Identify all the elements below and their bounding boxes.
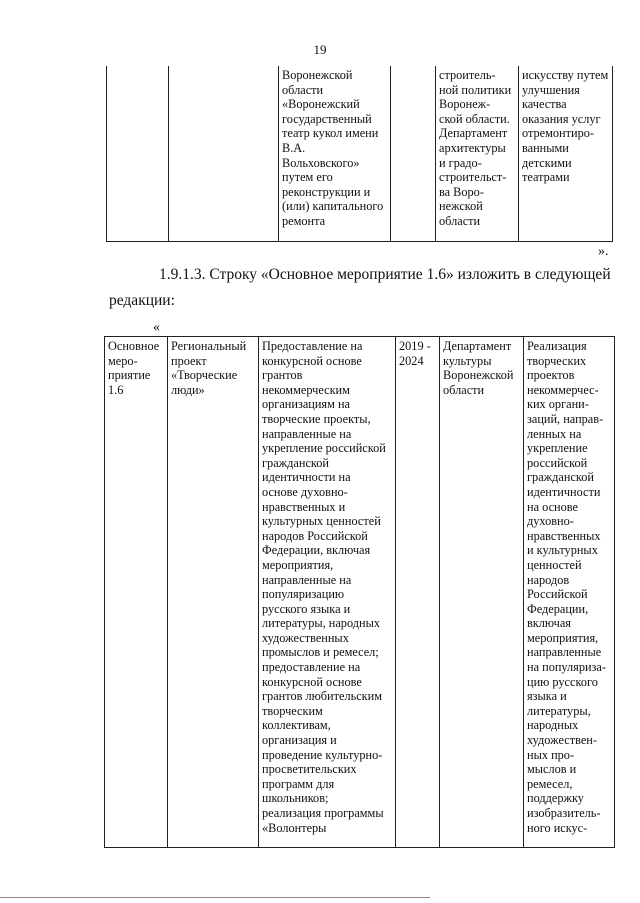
page-number: 19 bbox=[313, 42, 327, 57]
table-cell bbox=[107, 66, 169, 242]
opening-quote: « bbox=[153, 320, 160, 335]
program-table-continued bbox=[106, 66, 613, 242]
table-cell: Департамент культуры Воронежской области bbox=[440, 337, 524, 848]
table-cell: 2019 - 2024 bbox=[396, 337, 440, 848]
closing-quote: ». bbox=[598, 244, 609, 259]
table-cell: Региональный проект «Творческие люди» bbox=[168, 337, 259, 848]
table-row bbox=[107, 66, 613, 242]
table-cell: Воронежской области «Воронежский государственный театр кукол имени В.А. Вольховского» путем его реконструкции и (или) капитального ремонта bbox=[279, 66, 391, 242]
bottom-divider bbox=[0, 897, 430, 898]
table-cell bbox=[169, 66, 279, 242]
table-cell: Предоставление на конкурсной основе грантов некоммерческим организациям на творческие проекты, направленные на укрепление российской гражданской идентичности на основе духовно- нравственных и культурных ценностей народов Российской Федерации, включая мероприятия, направленные на популяризацию русского языка и литературы, народных художественных промыслов и ремесел; предоставление на конкурсной основе грантов любительским творческим коллективам, организация и проведение культурно- просветительских программ для школьников; реализация программы «Волонтеры bbox=[259, 337, 396, 848]
table-cell: строитель- ной политики Воронеж- ской области. Департамент архитектуры и градо- строительст- ва Воро- нежской области bbox=[436, 66, 519, 242]
program-table-new bbox=[104, 336, 615, 848]
table-cell bbox=[391, 66, 436, 242]
paragraph-line-1: 1.9.1.3. Строку «Основное мероприятие 1.6» изложить в следующей bbox=[159, 266, 611, 283]
table-row bbox=[105, 337, 615, 848]
table-cell: Реализация творческих проектов некоммерчес- ких органи- заций, направ- ленных на укрепление российской гражданской идентичности на основе духовно- нравственных и культурных ценностей народов Российской Федерации, включая мероприятия, направленные на популяриза- цию русского языка и литературы, народных художествен- ных про- мыслов и ремесел, поддержку изобразитель- ного искус- bbox=[524, 337, 615, 848]
table-cell: Основное меро- приятие 1.6 bbox=[105, 337, 168, 848]
table-cell: искусству путем улучшения качества оказания услуг отремонтиро- ванными детскими театрами bbox=[519, 66, 613, 242]
paragraph-line-2: редакции: bbox=[109, 292, 175, 309]
